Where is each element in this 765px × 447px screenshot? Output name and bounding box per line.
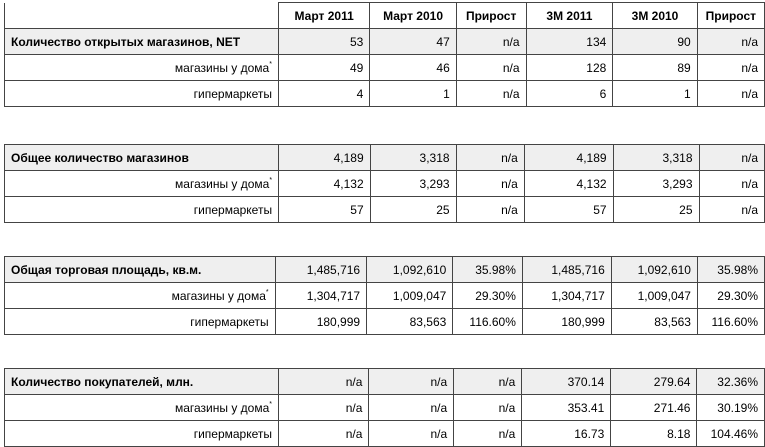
value-cell: 1	[370, 81, 456, 107]
value-cell: 4,132	[279, 171, 371, 197]
value-cell: 49	[278, 55, 369, 81]
value-cell: 25	[613, 197, 699, 223]
value-cell: 4,189	[279, 145, 371, 171]
column-header: Прирост	[456, 3, 526, 29]
value-cell: 47	[370, 29, 456, 55]
section-total-row	[5, 145, 765, 171]
section-table	[4, 144, 765, 223]
value-cell: 3,293	[613, 171, 699, 197]
value-cell: 8.18	[611, 421, 697, 447]
row-label-text: магазины у дома	[174, 400, 270, 415]
row-label: Общая торговая площадь, кв.м.	[5, 257, 276, 283]
row-label-text: магазины у дома	[174, 60, 270, 75]
value-cell: 57	[279, 197, 371, 223]
value-cell: n/a	[456, 81, 526, 107]
row-label-text: магазины у дома	[175, 176, 270, 191]
row-label-text: гипермаркеты	[193, 426, 273, 441]
value-cell: 180,999	[522, 309, 611, 335]
value-cell: 279.64	[611, 369, 697, 395]
section-total-row	[5, 29, 765, 55]
section-table	[4, 256, 765, 335]
value-cell: 4	[278, 81, 369, 107]
table-row	[5, 197, 765, 223]
value-cell: 1,485,716	[275, 257, 366, 283]
header-blank-cell	[5, 3, 279, 29]
footnote-mark: *	[269, 400, 273, 408]
row-label-text: магазины у дома	[171, 288, 266, 303]
value-cell: 16.73	[522, 421, 611, 447]
value-cell: n/a	[279, 395, 369, 421]
row-label-text: гипермаркеты	[193, 202, 273, 217]
table-row	[5, 421, 765, 447]
value-cell: 46	[370, 55, 456, 81]
table-row	[5, 81, 765, 107]
value-cell: 32.36%	[697, 369, 765, 395]
row-label	[5, 421, 279, 447]
value-cell: 1,485,716	[522, 257, 611, 283]
value-cell: 134	[526, 29, 613, 55]
value-cell: 30.19%	[697, 395, 765, 421]
row-label	[5, 81, 279, 107]
value-cell: n/a	[456, 55, 526, 81]
value-cell: n/a	[699, 171, 765, 197]
value-cell: 90	[613, 29, 697, 55]
column-header: Март 2011	[278, 3, 369, 29]
header-table	[4, 2, 765, 107]
value-cell: 116.60%	[697, 309, 764, 335]
row-label	[5, 171, 279, 197]
row-label-text: гипермаркеты	[193, 86, 272, 101]
table-row	[5, 395, 765, 421]
value-cell: 83,563	[367, 309, 453, 335]
table-row	[5, 283, 765, 309]
value-cell: n/a	[454, 421, 522, 447]
value-cell: 89	[613, 55, 697, 81]
value-cell: 1,304,717	[275, 283, 366, 309]
value-cell: n/a	[699, 197, 765, 223]
row-label	[5, 283, 276, 309]
value-cell: 1,009,047	[611, 283, 697, 309]
footnote-mark: *	[269, 60, 272, 68]
value-cell: n/a	[697, 81, 764, 107]
footnote-mark: *	[265, 288, 269, 296]
value-cell: n/a	[699, 145, 765, 171]
section-total-row	[5, 257, 765, 283]
row-label: Количество открытых магазинов, NET	[5, 29, 279, 55]
value-cell: 353.41	[522, 395, 611, 421]
column-header: 3М 2011	[526, 3, 613, 29]
value-cell: n/a	[369, 421, 454, 447]
value-cell: 4,132	[524, 171, 613, 197]
value-cell: n/a	[456, 171, 524, 197]
row-label	[5, 395, 279, 421]
row-label	[5, 309, 276, 335]
table-row	[5, 55, 765, 81]
value-cell: n/a	[454, 395, 522, 421]
value-cell: 1,009,047	[367, 283, 453, 309]
value-cell: 1	[613, 81, 697, 107]
column-header: 3М 2010	[613, 3, 697, 29]
value-cell: 29.30%	[453, 283, 523, 309]
value-cell: n/a	[369, 395, 454, 421]
value-cell: 3,318	[370, 145, 456, 171]
footnote-mark: *	[269, 176, 273, 184]
value-cell: 116.60%	[453, 309, 523, 335]
value-cell: 104.46%	[697, 421, 765, 447]
value-cell: 271.46	[611, 395, 697, 421]
value-cell: 370.14	[522, 369, 611, 395]
value-cell: 35.98%	[697, 257, 764, 283]
value-cell: 3,293	[370, 171, 456, 197]
value-cell: 53	[278, 29, 369, 55]
row-label	[5, 197, 279, 223]
value-cell: n/a	[456, 29, 526, 55]
value-cell: 3,318	[613, 145, 699, 171]
value-cell: n/a	[697, 55, 764, 81]
section-table	[4, 368, 765, 447]
value-cell: 180,999	[275, 309, 366, 335]
value-cell: 1,304,717	[522, 283, 611, 309]
value-cell: 83,563	[611, 309, 697, 335]
row-label-text: гипермаркеты	[190, 314, 269, 329]
value-cell: 29.30%	[697, 283, 764, 309]
table-row	[5, 171, 765, 197]
value-cell: 57	[524, 197, 613, 223]
value-cell: n/a	[456, 197, 524, 223]
table-row	[5, 309, 765, 335]
value-cell: 1,092,610	[611, 257, 697, 283]
value-cell: 25	[370, 197, 456, 223]
value-cell: 6	[526, 81, 613, 107]
value-cell: n/a	[279, 369, 369, 395]
value-cell: n/a	[369, 369, 454, 395]
value-cell: n/a	[697, 29, 764, 55]
value-cell: n/a	[456, 145, 524, 171]
row-label	[5, 55, 279, 81]
value-cell: 1,092,610	[367, 257, 453, 283]
row-label: Общее количество магазинов	[5, 145, 279, 171]
column-header: Март 2010	[370, 3, 456, 29]
row-label: Количество покупателей, млн.	[5, 369, 279, 395]
value-cell: 128	[526, 55, 613, 81]
value-cell: n/a	[454, 369, 522, 395]
column-header: Прирост	[697, 3, 764, 29]
value-cell: 4,189	[524, 145, 613, 171]
value-cell: 35.98%	[453, 257, 523, 283]
section-total-row	[5, 369, 765, 395]
value-cell: n/a	[279, 421, 369, 447]
header-row	[5, 3, 765, 29]
